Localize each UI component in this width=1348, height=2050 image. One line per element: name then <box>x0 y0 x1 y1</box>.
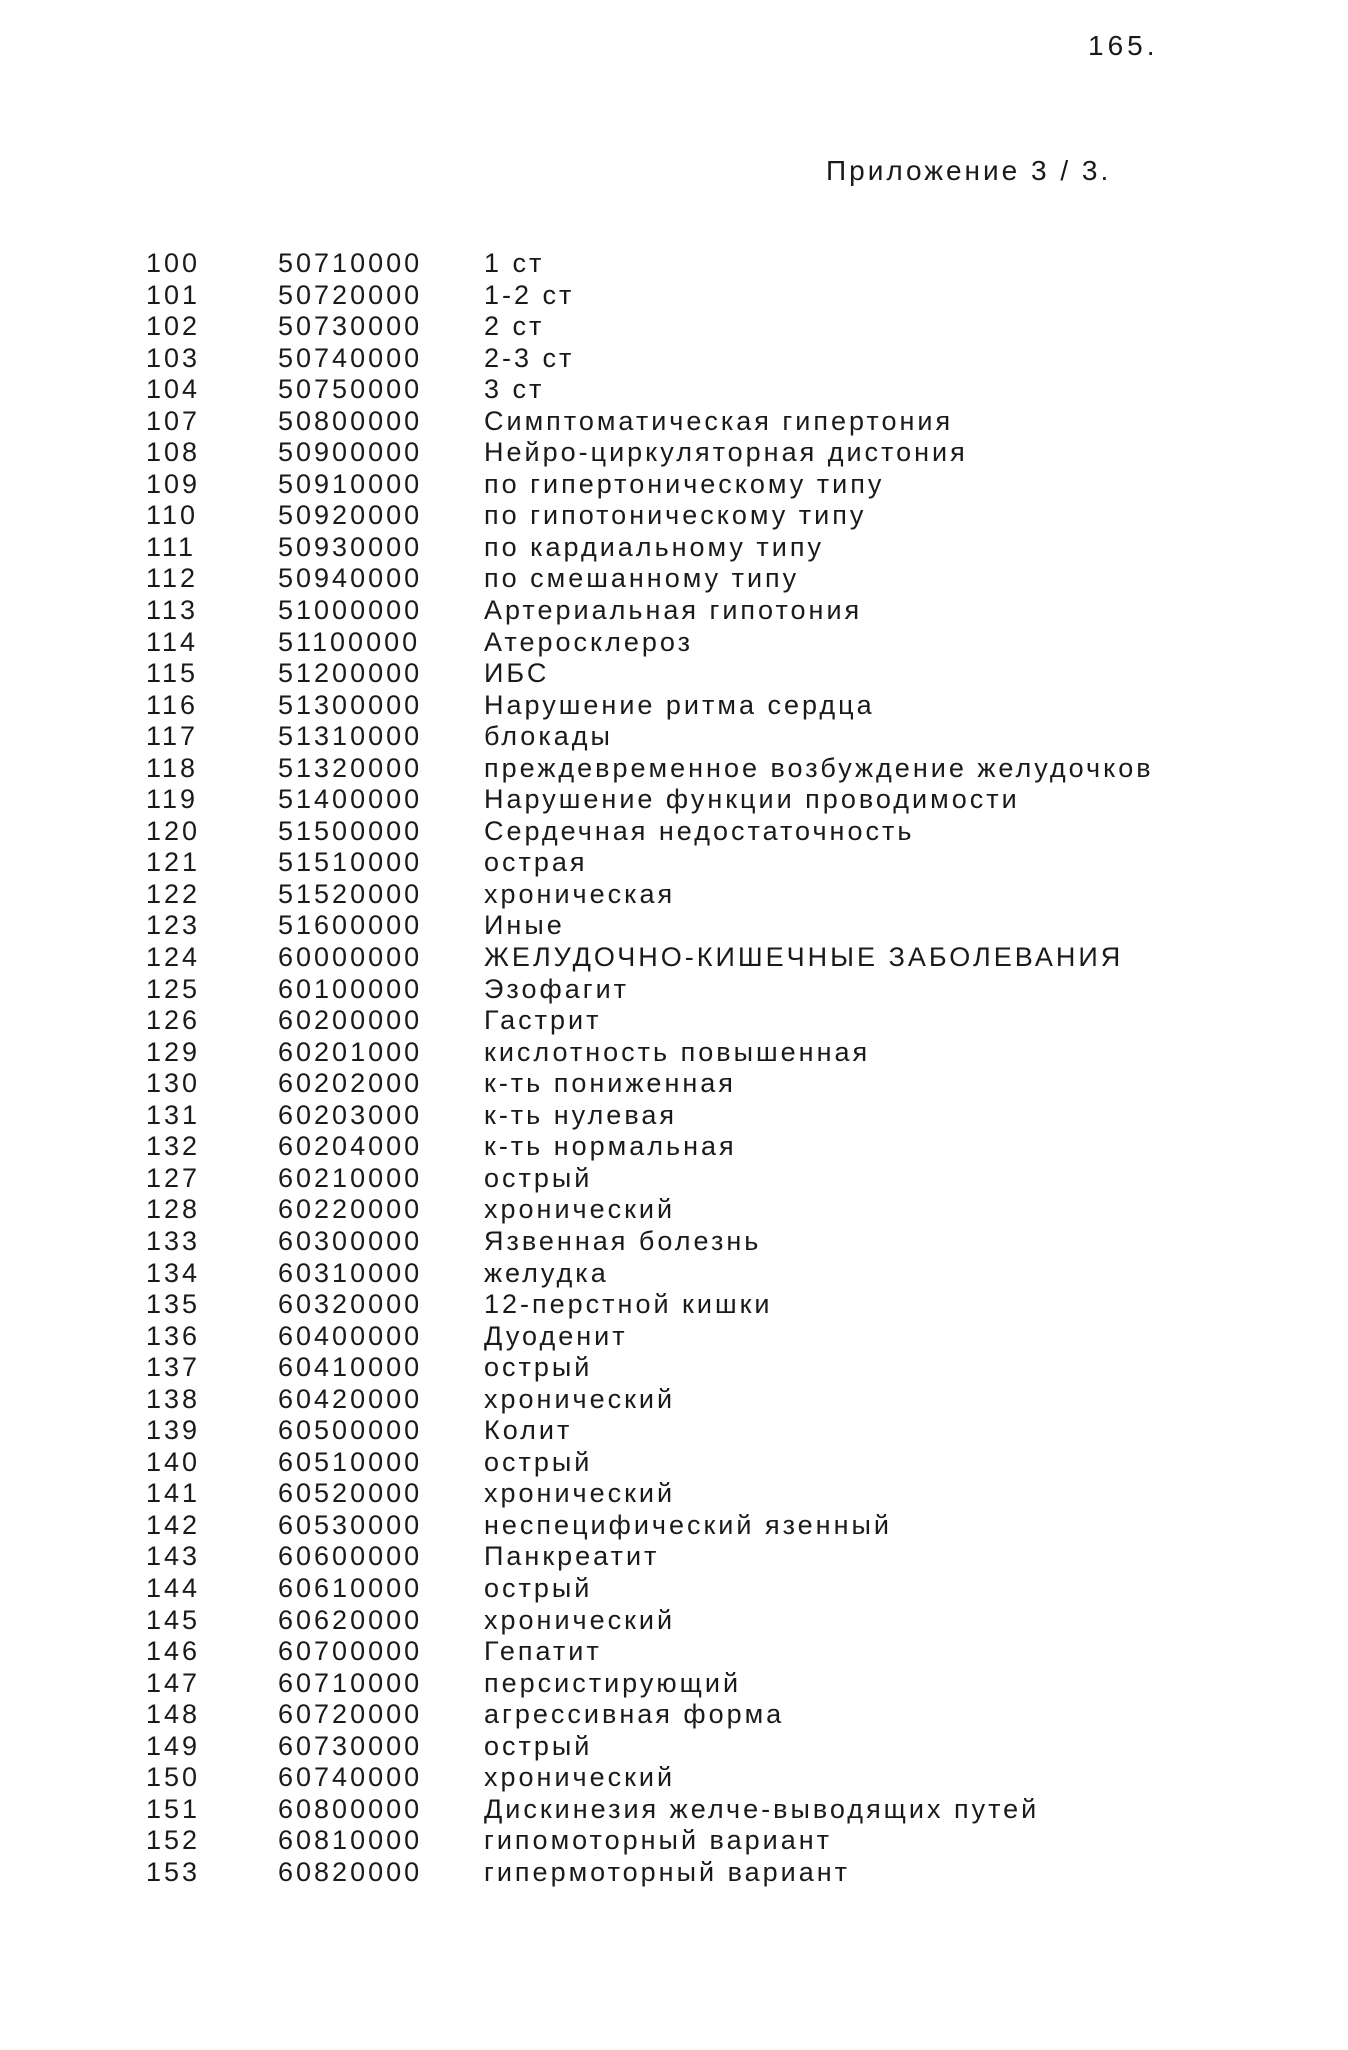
row-name: острый <box>484 1572 593 1603</box>
table-row <box>146 1226 1154 1258</box>
table-row <box>146 343 1154 375</box>
row-code: 60710000 <box>278 1667 423 1698</box>
row-name: Нейро-циркуляторная дистония <box>484 437 968 468</box>
row-number: 153 <box>146 1856 201 1887</box>
row-code: 60203000 <box>278 1099 423 1130</box>
row-name: по смешанному типу <box>484 563 800 594</box>
row-number: 134 <box>146 1257 201 1288</box>
row-name: желудка <box>484 1257 609 1288</box>
table-row <box>146 374 1154 406</box>
row-code: 50940000 <box>278 563 423 594</box>
table-row <box>146 1794 1154 1826</box>
row-number: 110 <box>146 500 199 531</box>
row-number: 128 <box>146 1194 201 1225</box>
row-number: 132 <box>146 1131 201 1162</box>
row-code: 51320000 <box>278 752 423 783</box>
table-row <box>146 721 1154 753</box>
table-row <box>146 311 1154 343</box>
row-number: 124 <box>146 942 201 973</box>
row-code: 60400000 <box>278 1320 423 1351</box>
row-code: 51520000 <box>278 878 423 909</box>
row-number: 136 <box>146 1320 201 1351</box>
row-code: 60810000 <box>278 1825 423 1856</box>
table-row <box>146 1541 1154 1573</box>
row-code: 51400000 <box>278 784 423 815</box>
table-row <box>146 469 1154 501</box>
row-code: 51100000 <box>278 626 421 657</box>
row-number: 108 <box>146 437 201 468</box>
row-name: ИБС <box>484 658 550 689</box>
table-row <box>146 784 1154 816</box>
row-name: 2 ст <box>484 311 545 342</box>
row-number: 117 <box>146 721 199 752</box>
row-name: острый <box>484 1730 593 1761</box>
table-row <box>146 1668 1154 1700</box>
row-name: острый <box>484 1162 593 1193</box>
table-row <box>146 595 1154 627</box>
row-code: 60202000 <box>278 1068 423 1099</box>
row-name: по гипертоническому типу <box>484 468 885 499</box>
table-row <box>146 974 1154 1006</box>
row-name: хронический <box>484 1194 676 1225</box>
row-number: 139 <box>146 1415 201 1446</box>
row-name: к-ть пониженная <box>484 1068 736 1099</box>
row-number: 101 <box>146 279 201 310</box>
table-row <box>146 879 1154 911</box>
row-number: 150 <box>146 1762 201 1793</box>
row-name: острая <box>484 847 588 878</box>
row-name: острый <box>484 1446 593 1477</box>
table-row <box>146 910 1154 942</box>
row-number: 122 <box>146 878 201 909</box>
row-code: 60530000 <box>278 1509 423 1540</box>
row-code: 60740000 <box>278 1762 423 1793</box>
row-name: Нарушение ритма сердца <box>484 689 875 720</box>
row-name: Гепатит <box>484 1636 602 1667</box>
table-row <box>146 1384 1154 1416</box>
row-name: острый <box>484 1352 593 1383</box>
row-code: 51200000 <box>278 658 423 689</box>
table-row <box>146 1447 1154 1479</box>
row-code: 51500000 <box>278 815 423 846</box>
row-number: 137 <box>146 1352 201 1383</box>
table-row <box>146 627 1154 659</box>
row-code: 50730000 <box>278 311 423 342</box>
table-row <box>146 248 1154 280</box>
row-code: 60410000 <box>278 1352 423 1383</box>
row-number: 133 <box>146 1225 201 1256</box>
row-number: 148 <box>146 1699 201 1730</box>
row-code: 50750000 <box>278 374 423 405</box>
row-number: 111 <box>146 531 197 562</box>
row-code: 60420000 <box>278 1383 423 1414</box>
row-name: агрессивная форма <box>484 1699 785 1730</box>
row-name: Дискинезия желче-выводящих путей <box>484 1793 1040 1824</box>
table-row <box>146 816 1154 848</box>
row-code: 50920000 <box>278 500 423 531</box>
table-row <box>146 1194 1154 1226</box>
row-code: 50930000 <box>278 531 423 562</box>
table-row <box>146 1100 1154 1132</box>
row-name: Сердечная недостаточность <box>484 815 915 846</box>
table-row <box>146 1005 1154 1037</box>
table-row <box>146 437 1154 469</box>
row-number: 125 <box>146 973 201 1004</box>
code-table <box>146 248 1154 1888</box>
row-name: хронический <box>484 1604 676 1635</box>
row-name: блокады <box>484 721 613 752</box>
row-name: Иные <box>484 910 565 941</box>
table-row <box>146 1163 1154 1195</box>
row-number: 149 <box>146 1730 201 1761</box>
code-table-body <box>146 248 1154 1888</box>
row-name: Гастрит <box>484 1005 602 1036</box>
row-name: Колит <box>484 1415 573 1446</box>
row-name: Артериальная гипотония <box>484 595 863 626</box>
table-row <box>146 1636 1154 1668</box>
row-number: 129 <box>146 1036 201 1067</box>
table-row <box>146 1699 1154 1731</box>
row-name: ЖЕЛУДОЧНО-КИШЕЧНЫЕ ЗАБОЛЕВАНИЯ <box>484 942 1124 973</box>
row-code: 60800000 <box>278 1793 423 1824</box>
row-name: 1 ст <box>484 248 545 278</box>
row-code: 60000000 <box>278 942 423 973</box>
row-number: 145 <box>146 1604 201 1635</box>
row-number: 135 <box>146 1289 201 1320</box>
row-number: 104 <box>146 374 201 405</box>
row-number: 112 <box>146 563 199 594</box>
row-name: Эзофагит <box>484 973 630 1004</box>
table-row <box>146 1037 1154 1069</box>
page-number: 165. <box>1088 30 1159 61</box>
row-number: 118 <box>146 752 199 783</box>
row-name: к-ть нулевая <box>484 1099 678 1130</box>
row-name: Нарушение функции проводимости <box>484 784 1020 815</box>
row-number: 113 <box>146 595 199 626</box>
row-number: 142 <box>146 1509 201 1540</box>
row-number: 119 <box>146 784 199 815</box>
row-code: 60210000 <box>278 1162 423 1193</box>
row-code: 60201000 <box>278 1036 423 1067</box>
row-code: 60200000 <box>278 1005 423 1036</box>
row-name: 3 ст <box>484 374 545 405</box>
row-number: 123 <box>146 910 201 941</box>
row-number: 130 <box>146 1068 201 1099</box>
row-code: 50710000 <box>278 248 423 278</box>
row-name: Атеросклероз <box>484 626 694 657</box>
row-number: 146 <box>146 1636 201 1667</box>
row-name: гипермоторный вариант <box>484 1856 851 1887</box>
row-number: 126 <box>146 1005 201 1036</box>
row-number: 147 <box>146 1667 201 1698</box>
table-row <box>146 1352 1154 1384</box>
table-row <box>146 1762 1154 1794</box>
table-row <box>146 532 1154 564</box>
row-number: 100 <box>146 248 201 278</box>
row-code: 60730000 <box>278 1730 423 1761</box>
appendix-label: Приложение 3 / 3. <box>826 155 1112 186</box>
row-code: 60204000 <box>278 1131 423 1162</box>
row-number: 144 <box>146 1572 201 1603</box>
row-number: 143 <box>146 1541 201 1572</box>
table-row <box>146 1321 1154 1353</box>
table-row <box>146 1825 1154 1857</box>
row-code: 60520000 <box>278 1478 423 1509</box>
row-name: хроническая <box>484 878 676 909</box>
row-name: Панкреатит <box>484 1541 660 1572</box>
row-number: 107 <box>146 405 201 436</box>
row-name: неспецифический язенный <box>484 1509 892 1540</box>
row-number: 103 <box>146 342 201 373</box>
row-name: хронический <box>484 1383 676 1414</box>
table-row <box>146 1258 1154 1290</box>
row-name: кислотность повышенная <box>484 1036 871 1067</box>
table-row <box>146 1415 1154 1447</box>
row-name: Симптоматическая гипертония <box>484 405 954 436</box>
table-row <box>146 1605 1154 1637</box>
row-number: 127 <box>146 1162 201 1193</box>
table-row <box>146 847 1154 879</box>
row-code: 50900000 <box>278 437 423 468</box>
row-code: 51510000 <box>278 847 423 878</box>
row-code: 60300000 <box>278 1225 423 1256</box>
row-name: хронический <box>484 1762 676 1793</box>
row-name: к-ть нормальная <box>484 1131 737 1162</box>
row-code: 50910000 <box>278 468 423 499</box>
row-name: гипомоторный вариант <box>484 1825 832 1856</box>
table-row <box>146 1857 1154 1889</box>
table-row <box>146 658 1154 690</box>
row-code: 60610000 <box>278 1572 423 1603</box>
table-row <box>146 1731 1154 1763</box>
row-code: 60220000 <box>278 1194 423 1225</box>
row-code: 60700000 <box>278 1636 423 1667</box>
row-number: 151 <box>146 1793 201 1824</box>
table-row <box>146 690 1154 722</box>
table-row <box>146 1289 1154 1321</box>
row-number: 114 <box>146 626 199 657</box>
row-code: 60500000 <box>278 1415 423 1446</box>
row-number: 140 <box>146 1446 201 1477</box>
row-number: 120 <box>146 815 201 846</box>
table-row <box>146 942 1154 974</box>
table-row <box>146 500 1154 532</box>
row-name: хронический <box>484 1478 676 1509</box>
row-number: 152 <box>146 1825 201 1856</box>
row-number: 116 <box>146 689 199 720</box>
row-name: Язвенная болезнь <box>484 1225 762 1256</box>
row-name: Дуоденит <box>484 1320 628 1351</box>
row-code: 60100000 <box>278 973 423 1004</box>
table-row <box>146 1510 1154 1542</box>
row-number: 109 <box>146 468 201 499</box>
row-name: 1-2 ст <box>484 279 575 310</box>
table-row <box>146 1573 1154 1605</box>
table-row <box>146 280 1154 312</box>
row-number: 121 <box>146 847 201 878</box>
row-code: 51310000 <box>278 721 423 752</box>
row-number: 141 <box>146 1478 201 1509</box>
row-code: 51000000 <box>278 595 423 626</box>
table-row <box>146 1478 1154 1510</box>
table-row <box>146 1068 1154 1100</box>
row-code: 50800000 <box>278 405 423 436</box>
row-code: 60320000 <box>278 1289 423 1320</box>
row-code: 60600000 <box>278 1541 423 1572</box>
row-name: 2-3 ст <box>484 342 575 373</box>
row-name: преждевременное возбуждение желудочков <box>484 752 1154 783</box>
row-number: 138 <box>146 1383 201 1414</box>
row-code: 60620000 <box>278 1604 423 1635</box>
row-name: 12-перстной кишки <box>484 1289 773 1320</box>
table-row <box>146 563 1154 595</box>
row-code: 60720000 <box>278 1699 423 1730</box>
row-number: 131 <box>146 1099 201 1130</box>
row-code: 60510000 <box>278 1446 423 1477</box>
table-row <box>146 753 1154 785</box>
row-code: 60310000 <box>278 1257 423 1288</box>
row-number: 102 <box>146 311 201 342</box>
row-name: по кардиальному типу <box>484 531 824 562</box>
row-code: 50740000 <box>278 342 423 373</box>
row-name: по гипотоническому типу <box>484 500 867 531</box>
row-code: 51300000 <box>278 689 423 720</box>
row-code: 51600000 <box>278 910 423 941</box>
row-code: 50720000 <box>278 279 423 310</box>
row-number: 115 <box>146 658 199 689</box>
row-code: 60820000 <box>278 1856 423 1887</box>
row-name: персистирующий <box>484 1667 742 1698</box>
table-row <box>146 406 1154 438</box>
table-row <box>146 1131 1154 1163</box>
